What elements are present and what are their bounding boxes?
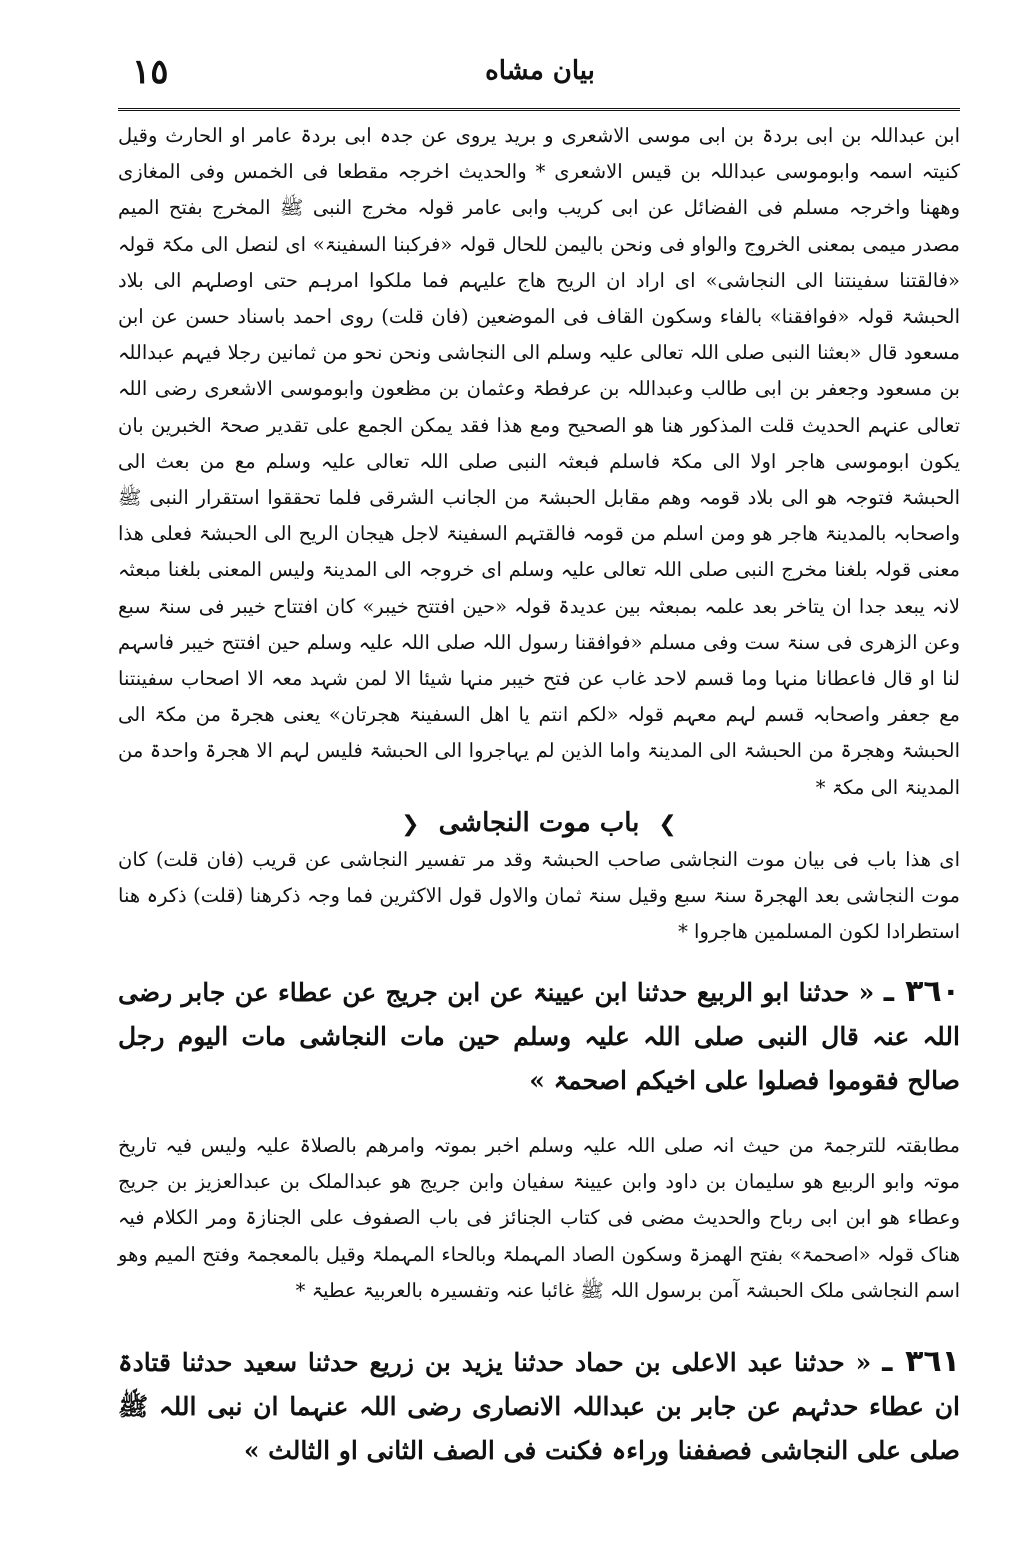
chapter-heading — [118, 808, 960, 838]
commentary-block-3 — [118, 1128, 960, 1309]
chapter-title: باب موت النجاشی — [438, 808, 640, 838]
commentary-paragraph: مطابقتہ للترجمۃ من حیث انہ صلی اللہ علیہ وسلم اخبر بموتہ وامرھم بالصلاۃ علیہ ولیس فیہ تاریخ موتہ وابو الربیع ھو سلیمان بن داود وابن عیینۃ سفیان وابن جریج ھو عبدالملک بن عبدالعزیز بن جریج وعطاء ھو ابن ابی رباح والحدیث مضی فی کتاب الجنائز فی باب الصفوف علی الجنازۃ ومر الکلام فیہ ھناک قولہ «اصحمۃ» بفتح الھمزۃ وسکون الصاد المہملۃ وبالحاء المہملۃ وقیل بالمعجمۃ وفتح المیم وھو اسم النجاشی ملک الحبشۃ آمن برسول اللہ ﷺ غائبا عنہ وتفسیرہ بالعربیۃ عطیۃ * — [118, 1134, 960, 1302]
commentary-paragraph: ای ھذا باب فی بیان موت النجاشی صاحب الحبشۃ وقد مر تفسیر النجاشی عن قریب (فان قلت) کان موت النجاشی بعد الھجرۃ سنۃ سبع وقیل سنۃ ثمان والاول قول الاکثرین فما وجہ ذکرھنا (قلت) ذکرہ ھنا استطرادا لکون المسلمین ھاجروا * — [118, 848, 960, 944]
ornament-right-icon: ❯ — [658, 812, 677, 837]
page-header — [120, 52, 960, 96]
hadith-text: « حدثنا ابو الربیع حدثنا ابن عیینۃ عن ابن جریج عن عطاء عن جابر رضی اللہ عنہ قال النبی صلی اللہ علیہ وسلم حین مات النجاشی مات الیوم رجل صالح فقوموا فصلوا علی اخیکم اصحمۃ » — [118, 978, 960, 1095]
commentary-block-1 — [118, 118, 960, 806]
page-number: ١٥ — [132, 52, 169, 92]
running-title: بیان مشاه — [485, 56, 595, 86]
hadith-360 — [118, 970, 960, 1103]
hadith-361 — [118, 1340, 960, 1473]
commentary-block-2 — [118, 842, 960, 951]
hadith-number: ٣٦١ ـ — [882, 1344, 960, 1379]
hadith-number: ٣٦٠ ـ — [883, 974, 960, 1009]
hadith-text: « حدثنا عبد الاعلی بن حماد حدثنا یزید بن زریع حدثنا سعید حدثنا قتادۃ ان عطاء حدثہم عن جابر بن عبداللہ الانصاری رضی اللہ عنہما ان نبی اللہ ﷺ صلی علی النجاشی فصففنا وراءہ فکنت فی الصف الثانی او الثالث » — [118, 1348, 960, 1465]
header-rule — [118, 108, 960, 111]
ornament-left-icon: ❮ — [401, 812, 420, 837]
commentary-paragraph: ابن عبداللہ بن ابی بردۃ بن ابی موسی الاشعری و برید یروی عن جدہ ابی بردۃ عامر او الحارث وقیل کنیتہ اسمہ وابوموسی عبداللہ بن قیس الاشعری * والحدیث اخرجہ مقطعا فی الخمس وفی المغازی وھھنا واخرجہ مسلم فی الفضائل عن ابی کریب وابی عامر قولہ مخرج النبی ﷺ المخرج بفتح المیم مصدر میمی بمعنی الخروج والواو فی ونحن بالیمن للحال قولہ «فرکبنا السفینۃ» ای لنصل الی مکۃ قولہ «فالقتنا سفینتنا الی النجاشی» ای اراد ان الریح ھاج علیہم فما ملکوا امرہم حتی اوصلہم الی بلاد الحبشۃ قولہ «فوافقنا» بالفاء وسکون القاف فی الموضعین (فان قلت) روی احمد باسناد حسن عن ابن مسعود قال «بعثنا النبی صلی اللہ تعالی علیہ وسلم الی النجاشی ونحن نحو من ثمانین رجلا فیہم عبداللہ بن مسعود وجعفر بن ابی طالب وعبداللہ بن عرفطۃ وعثمان بن مظعون وابوموسی الاشعری رضی اللہ تعالی عنہم الحدیث قلت المذکور ھنا ھو الصحیح ومع ھذا فقد یمکن الجمع علی تقدیر صحۃ الخبرین بان یکون ابوموسی ھاجر اولا الی مکۃ فاسلم فبعثہ النبی صلی اللہ تعالی علیہ وسلم مع من بعث الی الحبشۃ فتوجہ ھو الی بلاد قومہ وھم مقابل الحبشۃ من الجانب الشرقی فلما تحققوا استقرار النبی ﷺ واصحابہ بالمدینۃ ھاجر ھو ومن اسلم من قومہ فالقتہم السفینۃ لاجل ھیجان الریح الی الحبشۃ فعلی ھذا معنی قولہ بلغنا مخرج النبی صلی اللہ تعالی علیہ وسلم ای خروجہ الی المدینۃ ولیس المعنی بلغنا مبعثہ لانہ یبعد جدا ان یتاخر بعد علمہ بمبعثہ بین عدیدۃ قولہ «حین افتتح خیبر» کان افتتاح خیبر فی سنۃ سبع وعن الزھری فی سنۃ ست وفی مسلم «فوافقنا رسول اللہ صلی اللہ علیہ وسلم حین افتتح خیبر فاسہم لنا او قال فاعطانا منہا وما قسم لاحد غاب عن فتح خیبر منہا شیئا الا لمن شہد معہ الا اصحاب سفینتنا مع جعفر واصحابہ قسم لہم معہم قولہ «لکم انتم یا اھل السفینۃ ھجرتان» یعنی ھجرۃ من مکۃ الی الحبشۃ وھجرۃ من الحبشۃ الی المدینۃ واما الذین لم یہاجروا الی الحبشۃ فلیس لہم الا ھجرۃ واحدۃ من المدینۃ الی مکۃ * — [118, 124, 960, 799]
